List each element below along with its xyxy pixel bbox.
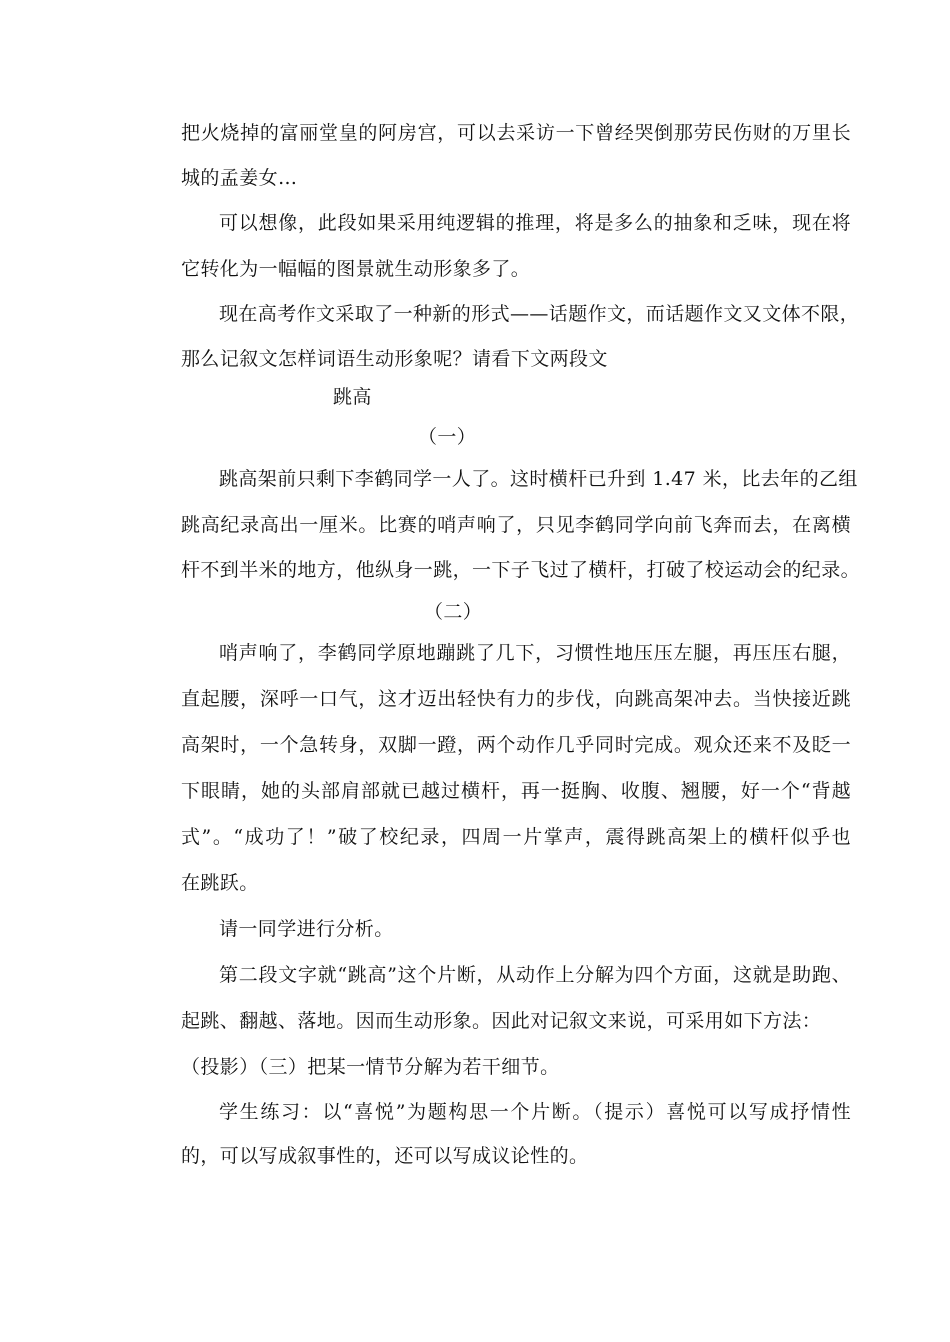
paragraph-line: 在跳跃。 <box>181 872 259 894</box>
section-heading: （一） <box>418 426 477 448</box>
paragraph-line: 跳高纪录高出一厘米。比赛的哨声响了，只见李鹤同学向前飞奔而去，在离横 <box>181 514 851 536</box>
paragraph-line: 第二段文字就“跳高”这个片断，从动作上分解为四个方面，这就是助跑、 <box>219 964 851 986</box>
paragraph-line: 请一同学进行分析。 <box>219 918 394 940</box>
paragraph-line: 学生练习：以“喜悦”为题构思一个片断。（提示）喜悦可以写成抒情性 <box>219 1101 851 1123</box>
paragraph-line: 哨声响了，李鹤同学原地蹦跳了几下，习惯性地压压左腿，再压压右腿， <box>219 642 851 664</box>
paragraph-line: （投影）（三）把某一情节分解为若干细节。 <box>181 1056 560 1078</box>
paragraph-line: 把火烧掉的富丽堂皇的阿房宫，可以去采访一下曾经哭倒那劳民伤财的万里长 <box>181 122 851 144</box>
paragraph-line: 高架时，一个急转身，双脚一蹬，两个动作几乎同时完成。观众还来不及眨一 <box>181 734 851 756</box>
section-heading: （二） <box>424 601 483 623</box>
paragraph-line: 现在高考作文采取了一种新的形式——话题作文，而话题作文又文体不限， <box>219 303 860 325</box>
paragraph-line: 它转化为一幅幅的图景就生动形象多了。 <box>181 258 531 280</box>
paragraph-line: 杆不到半米的地方，他纵身一跳，一下子飞过了横杆，打破了校运动会的纪录。 <box>181 559 861 581</box>
paragraph-line: 那么记叙文怎样词语生动形象呢？请看下文两段文 <box>181 348 608 370</box>
paragraph-line: 可以想像，此段如果采用纯逻辑的推理，将是多么的抽象和乏味，现在将 <box>219 212 851 234</box>
paragraph-line: 起跳、翻越、落地。因而生动形象。因此对记叙文来说，可采用如下方法： <box>181 1010 822 1032</box>
paragraph-line: 下眼睛，她的头部肩部就已越过横杆，再一挺胸、收腹、翘腰，好一个“背越 <box>181 780 851 802</box>
essay-title: 跳高 <box>333 386 372 408</box>
paragraph-line: 直起腰，深呼一口气，这才迈出轻快有力的步伐，向跳高架冲去。当快接近跳 <box>181 688 851 710</box>
paragraph-line: 的，可以写成叙事性的，还可以写成议论性的。 <box>181 1145 589 1167</box>
paragraph-line: 跳高架前只剩下李鹤同学一人了。这时横杆已升到 1.47 米，比去年的乙组 <box>219 468 858 490</box>
paragraph-line: 式”。“成功了！”破了校纪录，四周一片掌声，震得跳高架上的横杆似乎也 <box>181 826 851 848</box>
paragraph-line: 城的孟姜女… <box>181 167 298 189</box>
